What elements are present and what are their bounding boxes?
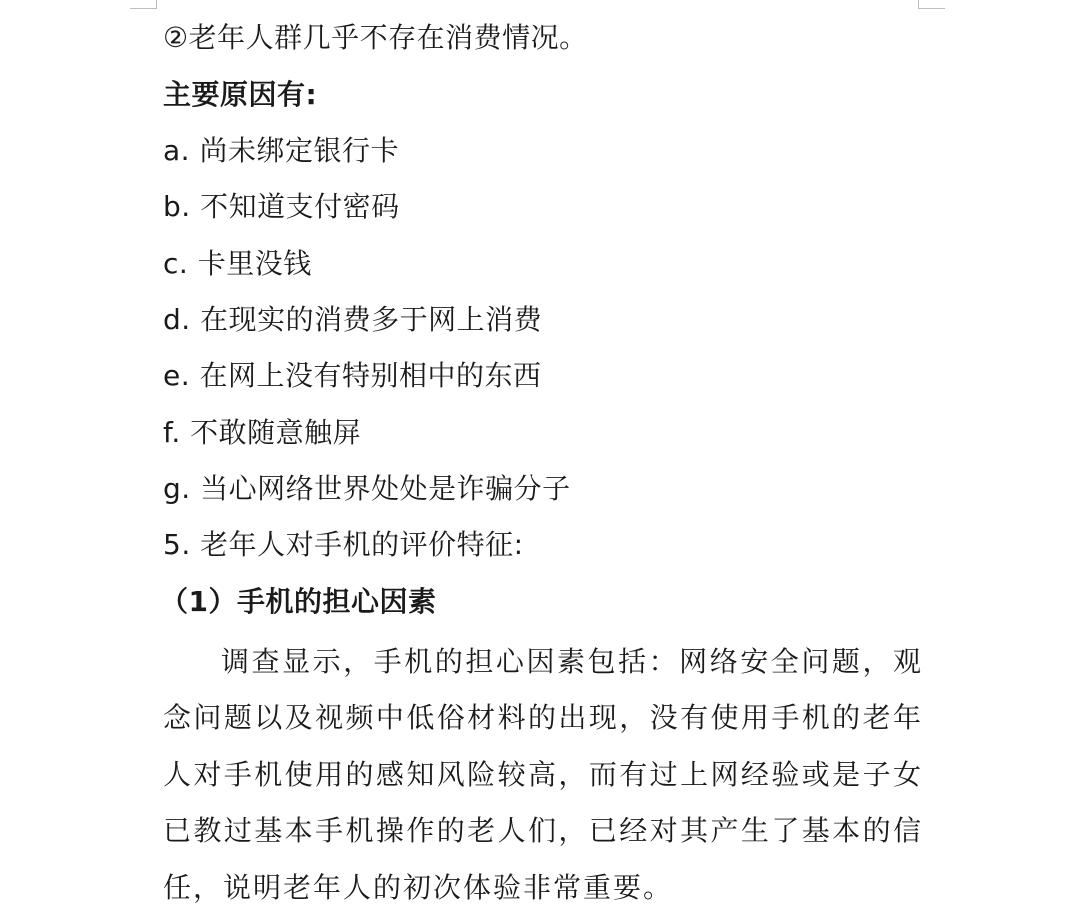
elderly-no-consumption-line: ②老年人群几乎不存在消费情况。 <box>163 21 588 54</box>
page-margin-marker-left <box>130 0 157 9</box>
reason-c: c. 卡里没钱 <box>163 247 312 280</box>
reason-a: a. 尚未绑定银行卡 <box>163 134 399 167</box>
reason-e: e. 在网上没有特别相中的东西 <box>163 359 542 392</box>
page-margin-marker-right <box>918 0 945 9</box>
reason-d: d. 在现实的消费多于网上消费 <box>163 303 543 336</box>
subsection-1-heading: （1）手机的担心因素 <box>160 585 437 618</box>
reason-b: b. 不知道支付密码 <box>163 190 400 223</box>
main-reasons-heading: 主要原因有: <box>163 78 318 111</box>
reason-g: g. 当心网络世界处处是诈骗分子 <box>163 472 571 505</box>
section-5-heading: 5. 老年人对手机的评价特征: <box>163 528 524 561</box>
reason-f: f. 不敢随意触屏 <box>163 416 362 449</box>
concern-factors-paragraph: 调查显示，手机的担心因素包括：网络安全问题，观念问题以及视频中低俗材料的出现，没有使用手机的老年人对手机使用的感知风险较高，而有过上网经验或是子女已教过基本手机操作的老人们，已经对其产生了基本的信任，说明老年人的初次体验非常重要。 <box>163 645 923 904</box>
